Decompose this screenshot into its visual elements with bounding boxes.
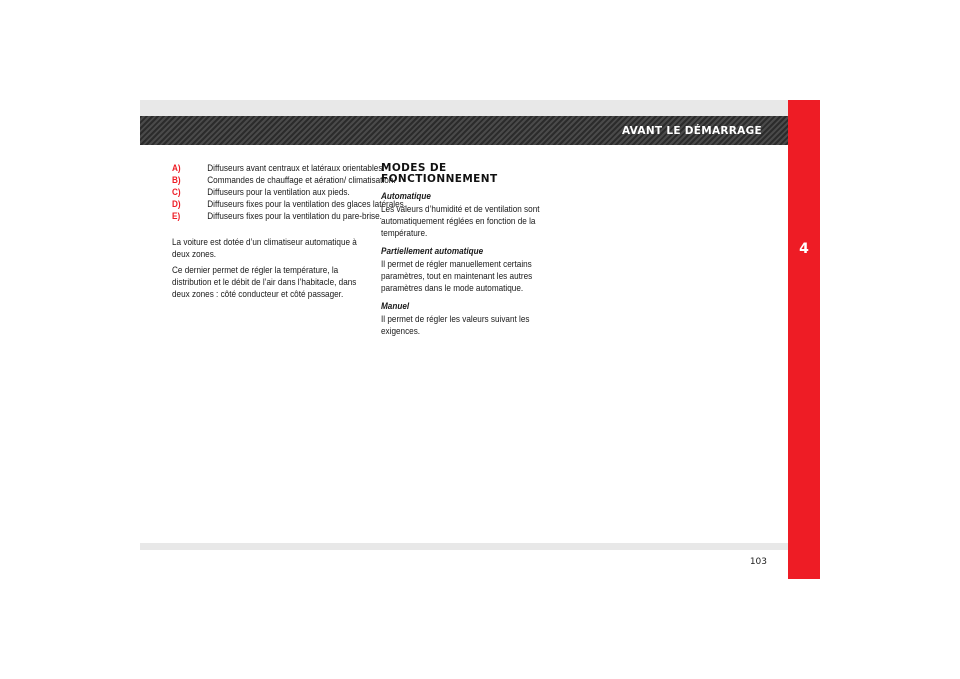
chapter-tab: [788, 100, 820, 579]
item-text: Diffuseurs fixes pour la ventilation des glaces latérales.: [207, 199, 407, 210]
mode-title: Automatique: [381, 191, 431, 202]
heading-line: MODES DE: [381, 162, 447, 174]
list-item: [172, 211, 407, 223]
list-item: [172, 187, 407, 199]
left-column: [172, 163, 407, 305]
paragraph: La voiture est dotée d’un climatiseur automatique à deux zones.: [172, 237, 357, 260]
paragraph: Ce dernier permet de régler la température, la distribution et le débit de l’air dans l’habitacle, dans deux zones : côté conducteur et côté passager.: [172, 265, 357, 300]
spacer: [172, 223, 372, 237]
item-letter: E): [172, 211, 181, 222]
item-text: Diffuseurs fixes pour la ventilation du pare-brise.: [207, 211, 382, 222]
header-bar: [140, 116, 788, 145]
mode-description: Les valeurs d’humidité et de ventilation sont automatiquement réglées en fonction de la température.: [381, 204, 540, 239]
item-letter: A): [172, 163, 181, 174]
page-number: 103: [749, 557, 767, 567]
mode-description: Il permet de régler les valeurs suivant les exigences.: [381, 314, 530, 337]
item-letter: B): [172, 175, 181, 186]
chapter-number: 4: [799, 241, 809, 257]
bottom-band: [140, 543, 788, 550]
section-title: AVANT LE DÉMARRAGE: [621, 125, 762, 137]
top-band: [140, 100, 788, 116]
section-heading: [381, 163, 566, 185]
item-letter: D): [172, 199, 181, 210]
list-item: [172, 175, 407, 187]
item-text: Commandes de chauffage et aération/ climatisation.: [207, 175, 396, 186]
list-item: [172, 199, 407, 211]
item-text: Diffuseurs pour la ventilation aux pieds.: [207, 187, 350, 198]
list-item: [172, 163, 407, 175]
heading-line: FONCTIONNEMENT: [381, 173, 498, 185]
mode-title: Manuel: [381, 301, 410, 312]
item-letter: C): [172, 187, 181, 198]
mode-description: Il permet de régler manuellement certains paramètres, tout en maintenant les autres paramètres dans le mode automatique.: [381, 259, 533, 294]
right-column: [381, 163, 566, 344]
item-text: Diffuseurs avant centraux et latéraux orientables.: [207, 163, 385, 174]
mode-title: Partiellement automatique: [381, 246, 484, 257]
